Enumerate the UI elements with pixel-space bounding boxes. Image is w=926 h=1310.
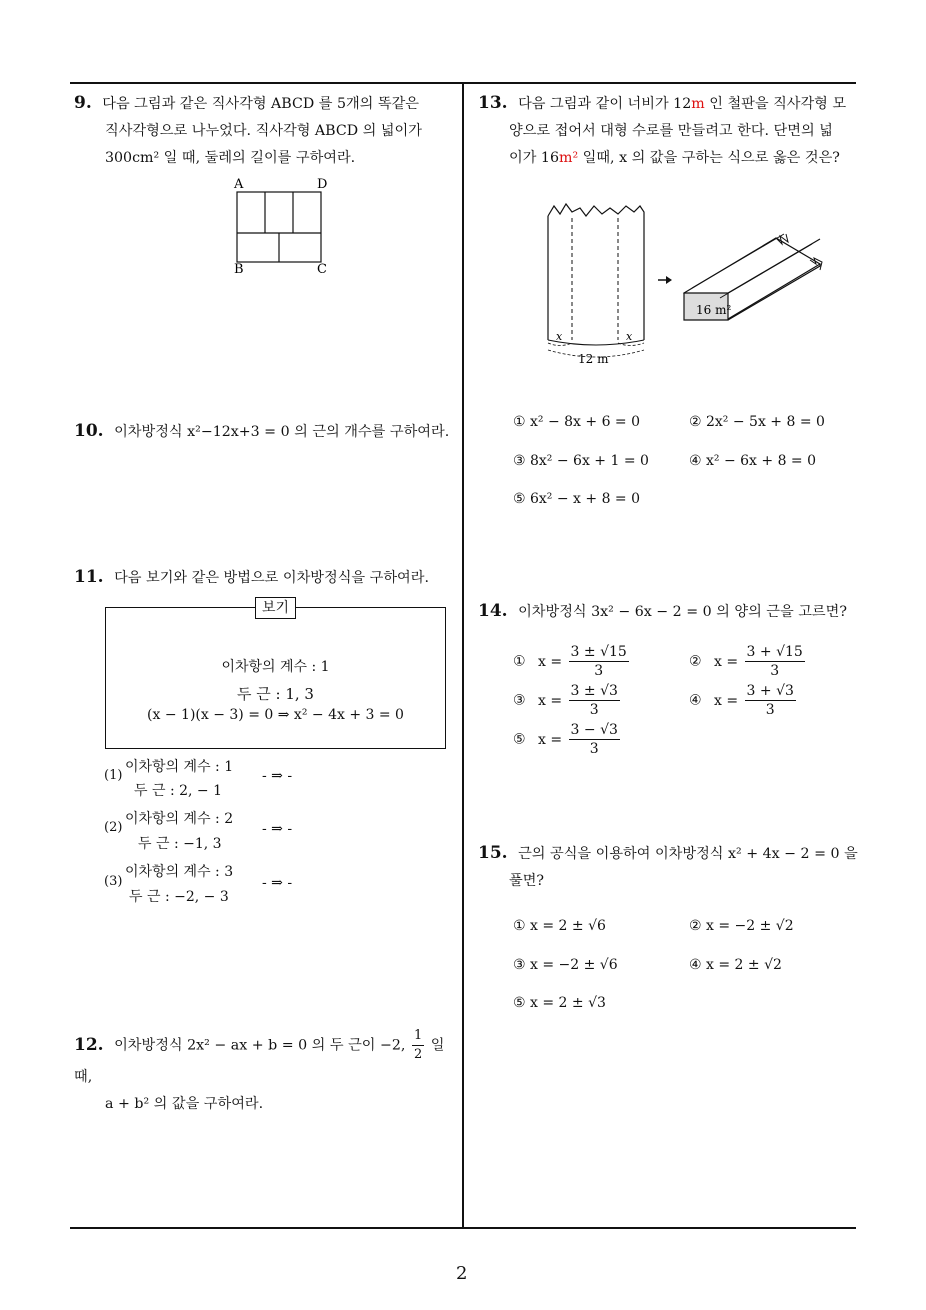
option-lhs: x =	[714, 692, 739, 709]
question-14	[478, 598, 863, 626]
option-lhs: x =	[538, 731, 563, 748]
option-denominator: 3	[589, 702, 599, 718]
channel-figure	[540, 198, 840, 370]
q11-item-2-answer: - ⇒ -	[262, 821, 293, 837]
q15-option-1[interactable]: ① x = 2 ± √6	[513, 918, 606, 934]
question-text: 이차방정식 x²−12x+3 = 0 의 근의 개수를 구하여라.	[114, 424, 450, 440]
q13-option-4[interactable]: ④ x² − 6x + 8 = 0	[689, 453, 817, 469]
fig-x-right: x	[626, 330, 633, 343]
question-15	[478, 840, 863, 895]
example-roots: 두 근 : 1, 3	[237, 685, 314, 703]
question-text: 직사각형으로 나누었다. 직사각형 ABCD 의 넓이가	[105, 123, 422, 139]
question-text: 다음 그림과 같은 직사각형 ABCD 를 5개의 똑같은	[102, 96, 420, 112]
question-number: 12.	[74, 1034, 104, 1055]
option-mark: ④	[689, 692, 702, 709]
option-mark: ①	[513, 653, 526, 670]
option-mark: ⑤	[513, 731, 526, 748]
q14-option-1[interactable]	[513, 643, 631, 680]
question-13	[478, 90, 863, 172]
q13-option-1[interactable]: ① x² − 8x + 6 = 0	[513, 414, 641, 430]
question-text: 이가 16	[509, 150, 559, 166]
question-text: 일 때,	[74, 1037, 445, 1085]
fraction-denominator: 2	[413, 1047, 423, 1062]
q11-item-2-roots: 두 근 : −1, 3	[138, 836, 222, 852]
example-box-tag: 보기	[255, 597, 296, 619]
option-mark: ③	[513, 692, 526, 709]
label-a: A	[234, 177, 244, 192]
question-text: 양으로 접어서 대형 수로를 만들려고 한다. 단면의 넓	[509, 123, 833, 139]
q11-item-1-number: (1)	[104, 768, 123, 783]
label-b: B	[234, 262, 244, 276]
option-numerator: 3 ± √15	[570, 644, 627, 660]
question-text: 인 철판을 직사각형 모	[704, 96, 847, 112]
q11-item-1-coef: 이차항의 계수 : 1	[125, 759, 234, 775]
q11-item-2-number: (2)	[104, 820, 123, 835]
question-text: 이차방정식 3x² − 6x − 2 = 0 의 양의 근을 고르면?	[518, 604, 847, 620]
fraction-numerator: 1	[412, 1027, 424, 1046]
fig-width-label: 12 m	[578, 352, 609, 366]
q14-option-4[interactable]	[689, 682, 798, 719]
question-number: 14.	[478, 601, 508, 621]
option-numerator: 3 + √15	[746, 644, 803, 660]
example-box	[105, 607, 446, 749]
option-denominator: 3	[770, 663, 780, 679]
bottom-rule	[70, 1227, 856, 1229]
question-number: 9.	[74, 93, 92, 113]
q13-option-3[interactable]: ③ 8x² − 6x + 1 = 0	[513, 453, 649, 469]
q11-item-1-answer: - ⇒ -	[262, 768, 293, 784]
question-number: 13.	[478, 93, 508, 113]
question-number: 10.	[74, 421, 104, 441]
fraction-one-half	[412, 1027, 424, 1064]
question-text: 풀면?	[509, 873, 545, 889]
q14-option-2[interactable]	[689, 643, 807, 680]
q11-item-3-number: (3)	[104, 874, 123, 889]
label-d: D	[317, 177, 328, 192]
option-lhs: x =	[714, 653, 739, 670]
q14-option-5[interactable]	[513, 721, 622, 758]
page-number: 2	[456, 1263, 468, 1284]
option-numerator: 3 − √3	[570, 722, 618, 738]
label-c: C	[317, 262, 327, 276]
unit-square-meter: m²	[558, 150, 579, 166]
question-9	[74, 90, 459, 172]
q11-item-3-coef: 이차항의 계수 : 3	[125, 864, 234, 880]
example-coef: 이차항의 계수 : 1	[221, 659, 330, 675]
question-number: 15.	[478, 843, 508, 863]
q11-item-1-roots: 두 근 : 2, − 1	[134, 783, 223, 799]
question-12	[74, 1027, 462, 1118]
option-denominator: 3	[589, 741, 599, 757]
question-text: 일때, x 의 값을 구하는 식으로 옳은 것은?	[578, 150, 840, 166]
q11-item-3-answer: - ⇒ -	[262, 875, 293, 891]
example-equation: (x − 1)(x − 3) = 0 ⇒ x² − 4x + 3 = 0	[147, 707, 404, 723]
question-number: 11.	[74, 567, 104, 587]
q15-option-2[interactable]: ② x = −2 ± √2	[689, 918, 794, 934]
question-text: 다음 보기와 같은 방법으로 이차방정식을 구하여라.	[114, 570, 429, 586]
question-text: 300cm² 일 때, 둘레의 길이를 구하여라.	[105, 150, 356, 166]
q11-item-2-coef: 이차항의 계수 : 2	[125, 811, 234, 827]
rectangle-abcd-figure	[225, 172, 335, 276]
option-numerator: 3 + √3	[746, 683, 794, 699]
q13-option-2[interactable]: ② 2x² − 5x + 8 = 0	[689, 414, 825, 430]
option-denominator: 3	[594, 663, 604, 679]
unit-meter: m	[691, 96, 705, 112]
fig-x-left: x	[556, 330, 563, 343]
q15-option-3[interactable]: ③ x = −2 ± √6	[513, 957, 618, 973]
q15-option-5[interactable]: ⑤ x = 2 ± √3	[513, 995, 606, 1011]
q15-option-4[interactable]: ④ x = 2 ± √2	[689, 957, 782, 973]
option-denominator: 3	[765, 702, 775, 718]
question-text: 다음 그림과 같이 너비가 12	[518, 96, 692, 112]
question-11	[74, 564, 459, 592]
option-lhs: x =	[538, 653, 563, 670]
option-mark: ②	[689, 653, 702, 670]
question-text: 근의 공식을 이용하여 이차방정식 x² + 4x − 2 = 0 을	[518, 846, 858, 862]
question-text: a + b² 의 값을 구하여라.	[105, 1096, 264, 1112]
q14-option-3[interactable]	[513, 682, 622, 719]
question-text: 이차방정식 2x² − ax + b = 0 의 두 근이 −2,	[114, 1037, 406, 1054]
q13-option-5[interactable]: ⑤ 6x² − x + 8 = 0	[513, 491, 641, 507]
fig-area-label: 16 m²	[696, 303, 732, 317]
q11-item-3-roots: 두 근 : −2, − 3	[129, 889, 229, 905]
option-numerator: 3 ± √3	[570, 683, 618, 699]
question-10	[74, 418, 459, 446]
option-lhs: x =	[538, 692, 563, 709]
column-divider	[462, 82, 464, 1228]
